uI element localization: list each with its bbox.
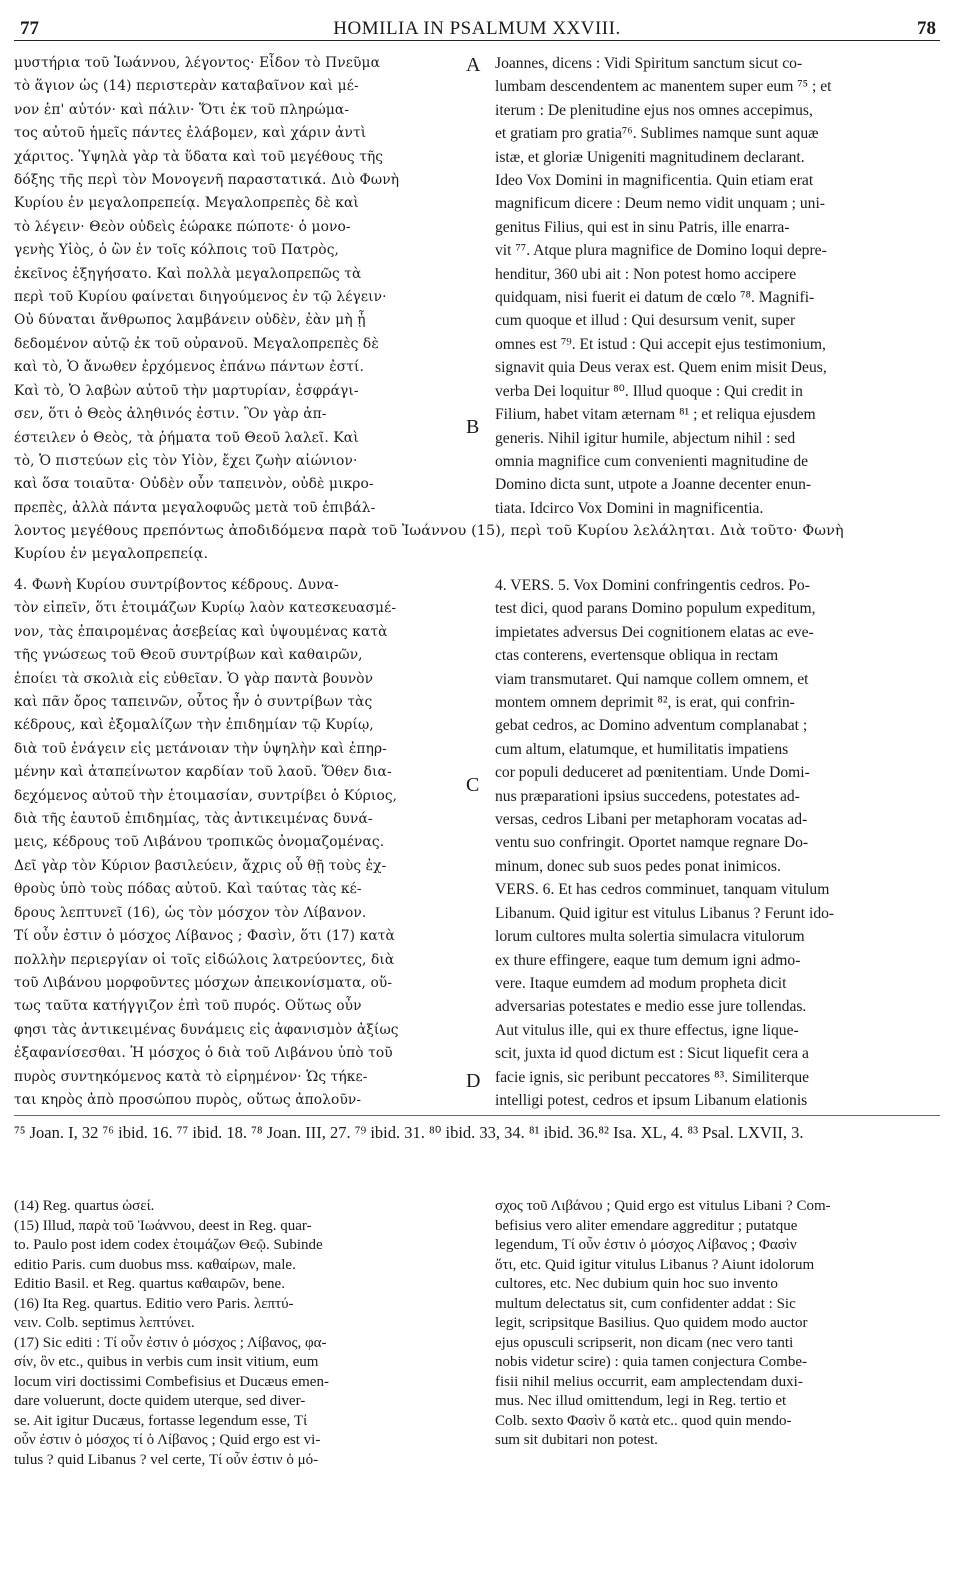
text-line: λοντος μεγέθους πρεπόντως ἀποδιδόμενα παρὰ τοῦ Ἰωάννου (15), περὶ τοῦ Κυρίου λελάληται. Διὰ τοῦτο· Φωνὴ: [14, 523, 844, 539]
greek-column-top: [14, 52, 474, 520]
footnote-line: (15) Illud, παρὰ τοῦ Ἰωάννου, deest in Reg. quar-: [14, 1217, 312, 1234]
text-line: 4. Φωνὴ Κυρίου συντρίβοντος κέδρους. Δυνα-: [14, 577, 339, 593]
text-line: vere. Itaque eumdem ad modum propheta dicit: [495, 974, 787, 992]
footnote-line: νειν. Colb. septimus λεπτύνει.: [14, 1315, 195, 1331]
text-line: τὸν εἰπεῖν, ὅτι ἑτοιμάζων Κυρίῳ λαὸν κατεσκευασμέ-: [14, 600, 397, 617]
footnote-line: legendum, Τί οὖν ἐστιν ὁ μόσχος Λίβανος ; Φασὶν: [495, 1237, 797, 1253]
text-line: μένην καὶ ἀταπείνωτον καρδίαν τοῦ λαοῦ. Ὅθεν δια-: [14, 764, 392, 781]
text-line: τὸ, Ὁ πιστεύων εἰς τὸν Υἱὸν, ἔχει ζωὴν αἰώνιον·: [14, 452, 358, 469]
footnote-line: cultores, etc. Nec dubium quin hoc suo invento: [495, 1276, 778, 1292]
footnote-line: Editio Basil. et Reg. quartus καθαιρῶν, bene.: [14, 1276, 285, 1292]
text-line: Δεῖ γὰρ τὸν Κύριον βασιλεύειν, ἄχρις οὗ θῇ τοὺς ἐχ-: [14, 857, 387, 874]
text-line: quidquam, nisi fuerit ei datum de cœlo ⁷⁸. Magnifi-: [495, 289, 815, 307]
text-line: νον ἐπ' αὐτόν· καὶ πάλιν· Ὅτι ἐκ τοῦ πληρώμα-: [14, 101, 350, 118]
text-line: τὸ ἅγιον ὡς (14) περιστερὰν καταβαῖνον καὶ μέ-: [14, 78, 359, 95]
text-line: γενὴς Υἱὸς, ὁ ὢν ἐν τοῖς κόλποις τοῦ Πατρὸς,: [14, 242, 340, 259]
footnote-line: Colb. sexto Φασὶν ὅ κατὰ etc.. quod quin mendo-: [495, 1412, 792, 1429]
text-line: viam transmutaret. Qui namque collem omnem, et: [495, 670, 809, 688]
text-line: 4. VERS. 5. Vox Domini confringentis cedros. Po-: [495, 577, 810, 594]
footnote-line: locum viri doctissimi Combefisius et Ducæus emen-: [14, 1373, 329, 1390]
text-line: cum quoque et illud : Qui desursum venit, super: [495, 312, 796, 330]
text-line: cum altum, elatumque, et humilitatis impatiens: [495, 740, 789, 758]
margin-letter-b: B: [466, 416, 480, 438]
margin-letter-a: A: [466, 54, 481, 76]
text-line: ται κηρὸς ἀπὸ προσώπου πυρὸς, οὕτως ἀπολοῦν-: [14, 1091, 362, 1108]
footnotes-right: [495, 1197, 940, 1451]
text-line: vit ⁷⁷. Atque plura magnifice de Domino loqui depre-: [495, 242, 827, 260]
text-line: montem omnem deprimit ⁸², is erat, qui confrin-: [495, 694, 795, 712]
text-line: δρους λεπτυνεῖ (16), ὡς τὸν μόσχον τὸν Λίβανον.: [14, 904, 367, 921]
text-line: omnes est ⁷⁹. Et istud : Qui accepit ejus testimonium,: [495, 335, 826, 353]
text-line: lorum cultores multa solertia simulacra vitulorum: [495, 928, 805, 946]
footnote-line: sum sit dubitari non potest.: [495, 1432, 658, 1448]
text-line: nus præparationi ipsius succedens, potestates ad-: [495, 787, 800, 805]
text-line: test dici, quod parans Domino populum expeditum,: [495, 600, 816, 618]
text-line: et gratiam pro gratia⁷⁶. Sublimes namque sunt aquæ: [495, 125, 819, 143]
text-line: Domino dicta sunt, utpote a Joanne decenter enun-: [495, 476, 812, 494]
footnote-line: multum delectatus sit, cum confidenter addat : Sic: [495, 1295, 796, 1312]
footnote-line: mus. Nec illud omittendum, legi in Reg. tertio et: [495, 1393, 787, 1409]
text-line: ctas conterens, evertensque obliqua in rectam: [495, 647, 779, 665]
footnote-line: (16) Ita Reg. quartus. Editio vero Paris. λεπτύ-: [14, 1295, 294, 1312]
text-line: διὰ τοῦ ἐνάγειν εἰς μετάνοιαν τὴν ὑψηλὴν καὶ ἐπηρ-: [14, 740, 387, 757]
text-line: Κυρίου ἐν μεγαλοπρεπείᾳ.: [14, 546, 209, 563]
text-line: καὶ τὸ, Ὁ ἄνωθεν ἐρχόμενος ἐπάνω πάντων ἐστί.: [14, 359, 364, 376]
text-line: Filium, habet vitam æternam ⁸¹ ; et reliqua ejusdem: [495, 406, 816, 424]
text-line: μεις, κέδρους τοῦ Λιβάνου τροπικῶς ὀνομαζομένας.: [14, 834, 385, 851]
footnote-line: ejus opusculi scripserit, non dicam (nec vero tanti: [495, 1334, 794, 1351]
footnote-line: nobis videtur scire) : quia tamen conjectura Combe-: [495, 1354, 807, 1370]
text-line: Aut vitulus ille, qui ex thure effectus, igne lique-: [495, 1021, 799, 1039]
footnote-line: se. Ait igitur Ducæus, fortasse legendum esse, Τί: [14, 1412, 308, 1429]
text-line: omnia magnifice cum convenienti magnitudine de: [495, 452, 809, 470]
reference-line: ⁷⁵ Joan. I, 32 ⁷⁶ ibid. 16. ⁷⁷ ibid. 18. ⁷⁸ Joan. III, 27. ⁷⁹ ibid. 31. ⁸⁰ ibid. 33, 34. ⁸¹ ibid. 36.: [14, 1123, 599, 1142]
text-line: adversarias potestates e medio esse jure tollendas.: [495, 998, 807, 1016]
footnotes-left: [14, 1197, 474, 1470]
margin-letter-d: D: [466, 1070, 481, 1092]
text-line: intelligi potest, cedros et ipsum Libanum elationis: [495, 1091, 808, 1109]
footnote-line: dare voluerunt, docte quidem uterque, sed diver-: [14, 1393, 306, 1409]
text-line: ἐκεῖνος ἐξηγήσατο. Καὶ πολλὰ μεγαλοπρεπῶς τὰ: [14, 265, 362, 282]
footnote-line: legit, scripsitque Basilius. Quo quidem modo auctor: [495, 1315, 808, 1331]
text-line: ex thure effingere, eaque tum demum igni admo-: [495, 951, 801, 969]
text-line: πολλὴν περιεργίαν οἱ τοῖς εἰδώλοις λατρεύοντες, διὰ: [14, 951, 395, 968]
text-line: κέδρους, καὶ ἐξομαλίζων τὴν ἐπιδημίαν τῷ Κυρίῳ,: [14, 717, 374, 734]
text-line: impietates adversus Dei cognitionem elatas ac eve-: [495, 623, 814, 641]
text-line: χάριτος. Ὑψηλὰ γὰρ τὰ ὕδατα καὶ τοῦ μεγέθους τῆς: [14, 148, 384, 165]
footnote-line: (14) Reg. quartus ὡσεί.: [14, 1198, 155, 1214]
text-line: Joannes, dicens : Vidi Spiritum sanctum sicut co-: [495, 55, 803, 72]
text-line: iterum : De plenitudine ejus nos omnes accepimus,: [495, 101, 813, 119]
text-line: σεν, ὅτι ὁ Θεὸς ἀληθινός ἐστιν. Ὃν γὰρ ἀπ-: [14, 406, 327, 423]
text-line: verba Dei loquitur ⁸⁰. Illud quoque : Qui credit in: [495, 382, 803, 400]
footnote-line: οὖν ἐστιν ὁ μόσχος τί ὁ Λίβανος ; Quid ergo est vi-: [14, 1432, 321, 1448]
text-line: δεδομένον αὐτῷ ἐκ τοῦ οὐρανοῦ. Μεγαλοπρεπὲς δὲ: [14, 335, 379, 352]
text-line: τῆς γνώσεως τοῦ Θεοῦ συντρίβων καὶ καθαιρῶν,: [14, 647, 363, 664]
text-line: istæ, et gloriæ Unigeniti magnitudinem declarant.: [495, 148, 805, 166]
scripture-references: [14, 1122, 940, 1143]
page-number-right: 78: [917, 18, 936, 39]
footnote-line: ὅτι, etc. Quid igitur vitulus Libanus ? Aiunt idolorum: [495, 1256, 815, 1273]
text-line: φησι τὰς ἀντικειμένας δυνάμεις εἰς ἀφανισμὸν ἀξίως: [14, 1021, 399, 1038]
full-width-greek: [14, 520, 940, 567]
text-line: generis. Nihil igitur humile, abjectum nihil : sed: [495, 429, 796, 447]
latin-column-top: [495, 52, 940, 520]
text-line: gebat cedros, ac Domino adventum complanabat ;: [495, 717, 808, 735]
text-line: διὰ τῆς ἑαυτοῦ ἐπιδημίας, τὰς ἀντικειμένας δυνά-: [14, 811, 373, 828]
text-line: ἐποίει τὰ σκολιὰ εἰς εὐθεῖαν. Ὁ γὰρ παντὰ βουνὸν: [14, 670, 374, 687]
text-line: Libanum. Quid igitur est vitulus Libanus ? Ferunt ido-: [495, 904, 835, 922]
footnote-line: to. Paulo post idem codex ἑτοιμάζων Θεῷ. Subinde: [14, 1237, 323, 1253]
text-line: Ideo Vox Domini in magnificentia. Quin etiam erat: [495, 172, 814, 190]
text-line: νον, τὰς ἐπαιρομένας ἀσεβείας καὶ ὑψουμένας κατὰ: [14, 623, 388, 640]
footnote-line: (17) Sic editi : Τί οὖν ἐστιν ὁ μόσχος ; Λίβανος, φα-: [14, 1334, 327, 1351]
footnote-line: befisius vero aliter emendare aggreditur ; putatque: [495, 1217, 798, 1234]
text-line: θροὺς ὑπὸ τοὺς πόδας αὐτοῦ. Καὶ ταύτας τὰς κέ-: [14, 881, 362, 898]
text-line: ventu suo confringit. Oportet namque regnare Do-: [495, 834, 809, 852]
footnote-line: tulus ? quid Libanus ? vel certe, Τί οὖν ἐστιν ὁ μό-: [14, 1451, 319, 1468]
running-header: [14, 14, 940, 48]
text-line: τοῦ Λιβάνου μορφοῦντες μόσχων ἀπεικονίσματα, οὕ-: [14, 974, 393, 991]
footnote-line: σίν, ὃν etc., quibus in verbis cum insit vitium, eum: [14, 1354, 319, 1370]
text-line: lumbam descendentem ac manentem super eum ⁷⁵ ; et: [495, 78, 832, 96]
text-line: henditur, 360 ubi ait : Non potest homo accipere: [495, 265, 797, 283]
margin-letter-c: C: [466, 774, 480, 796]
text-line: τως ταῦτα κατήγγιζον ἐπὶ τοῦ πυρός. Οὕτως οὖν: [14, 998, 362, 1015]
text-line: περὶ τοῦ Κυρίου φαίνεται διηγούμενος ἐν τῷ λέγειν·: [14, 289, 387, 306]
footnote-line: fisii nihil melius occurrit, eam amplectendam duxi-: [495, 1373, 803, 1390]
text-line: VERS. 6. Et has cedros comminuet, tanquam vitulum: [495, 881, 830, 899]
latin-column-bottom: [495, 574, 940, 1112]
text-line: genitus Filius, qui est in sinu Patris, ille enarra-: [495, 218, 790, 236]
text-line: πυρὸς συντηκόμενος κατὰ τὸ εἰρημένον· Ὡς τήκε-: [14, 1068, 368, 1085]
text-line: Καὶ τὸ, Ὁ λαβὼν αὐτοῦ τὴν μαρτυρίαν, ἐσφράγι-: [14, 382, 359, 399]
page-number-left: 77: [20, 18, 39, 39]
greek-column-bottom: [14, 574, 474, 1112]
notes-rule: [14, 1115, 940, 1116]
text-line: magnificum dicere : Deum nemo vidit unquam ; uni-: [495, 195, 825, 213]
header-rule: [14, 40, 940, 41]
text-line: facie ignis, sic peribunt peccatores ⁸³. Similiterque: [495, 1068, 810, 1086]
text-line: καὶ πᾶν ὄρος ταπεινῶν, οὗτος ἦν ὁ συντρίβων τὰς: [14, 694, 373, 711]
text-line: μυστήρια τοῦ Ἰωάννου, λέγοντος· Εἶδον τὸ Πνεῦμα: [14, 55, 380, 71]
footnote-line: editio Paris. cum duobus mss. καθαίρων, male.: [14, 1256, 296, 1273]
text-line: tiata. Idcirco Vox Domini in magnificentia.: [495, 499, 764, 517]
text-line: τος αὐτοῦ ἡμεῖς πάντες ἐλάβομεν, καὶ χάριν ἀντὶ: [14, 125, 367, 142]
reference-line: ⁸² Isa. XL, 4. ⁸³ Psal. LXVII, 3.: [598, 1123, 804, 1142]
text-line: δεχόμενος αὐτοῦ τὴν ἑτοιμασίαν, συντρίβει ὁ Κύριος,: [14, 787, 398, 804]
footnote-line: σχος τοῦ Λιβάνου ; Quid ergo est vitulus Libani ? Com-: [495, 1198, 831, 1214]
text-line: ἐξαφανίσεσθαι. Ἡ μόσχος ὁ διὰ τοῦ Λιβάνου ὑπὸ τοῦ: [14, 1045, 393, 1062]
text-line: signavit quia Deus verax est. Quem enim misit Deus,: [495, 359, 827, 377]
text-line: versas, cedros Libani per metaphoram vocatas ad-: [495, 811, 808, 829]
text-line: minum, donec sub suos pedes ponat inimicos.: [495, 857, 781, 875]
page-title: HOMILIA IN PSALMUM XXVIII.: [333, 18, 621, 39]
text-line: scit, juxta id quod dictum est : Sicut liquefit cera a: [495, 1045, 809, 1063]
text-line: τὸ λέγειν· Θεὸν οὐδεὶς ἑώρακε πώποτε· ὁ μονο-: [14, 218, 351, 235]
text-line: δόξης τῆς περὶ τὸν Μονογενῆ παραστατικά. Διὸ Φωνὴ: [14, 172, 400, 189]
text-line: Τί οὖν ἐστιν ὁ μόσχος Λίβανος ; Φασὶν, ὅτι (17) κατὰ: [14, 928, 395, 945]
text-line: καὶ ὅσα τοιαῦτα· Οὐδὲν οὖν ταπεινὸν, οὐδὲ μικρο-: [14, 476, 374, 493]
text-line: πρεπὲς, ἀλλὰ πάντα μεγαλοφυῶς μετὰ τοῦ ἐπιβάλ-: [14, 499, 376, 516]
text-line: Οὐ δύναται ἄνθρωπος λαμβάνειν οὐδὲν, ἐὰν μὴ ᾖ: [14, 312, 366, 329]
text-line: cor populi deduceret ad pœnitentiam. Unde Domi-: [495, 764, 810, 782]
text-line: έστειλεν ὁ Θεὸς, τὰ ῥήματα τοῦ Θεοῦ λαλεῖ. Καὶ: [14, 429, 359, 446]
text-line: Κυρίου ἐν μεγαλοπρεπείᾳ. Μεγαλοπρεπὲς δὲ καὶ: [14, 195, 359, 212]
